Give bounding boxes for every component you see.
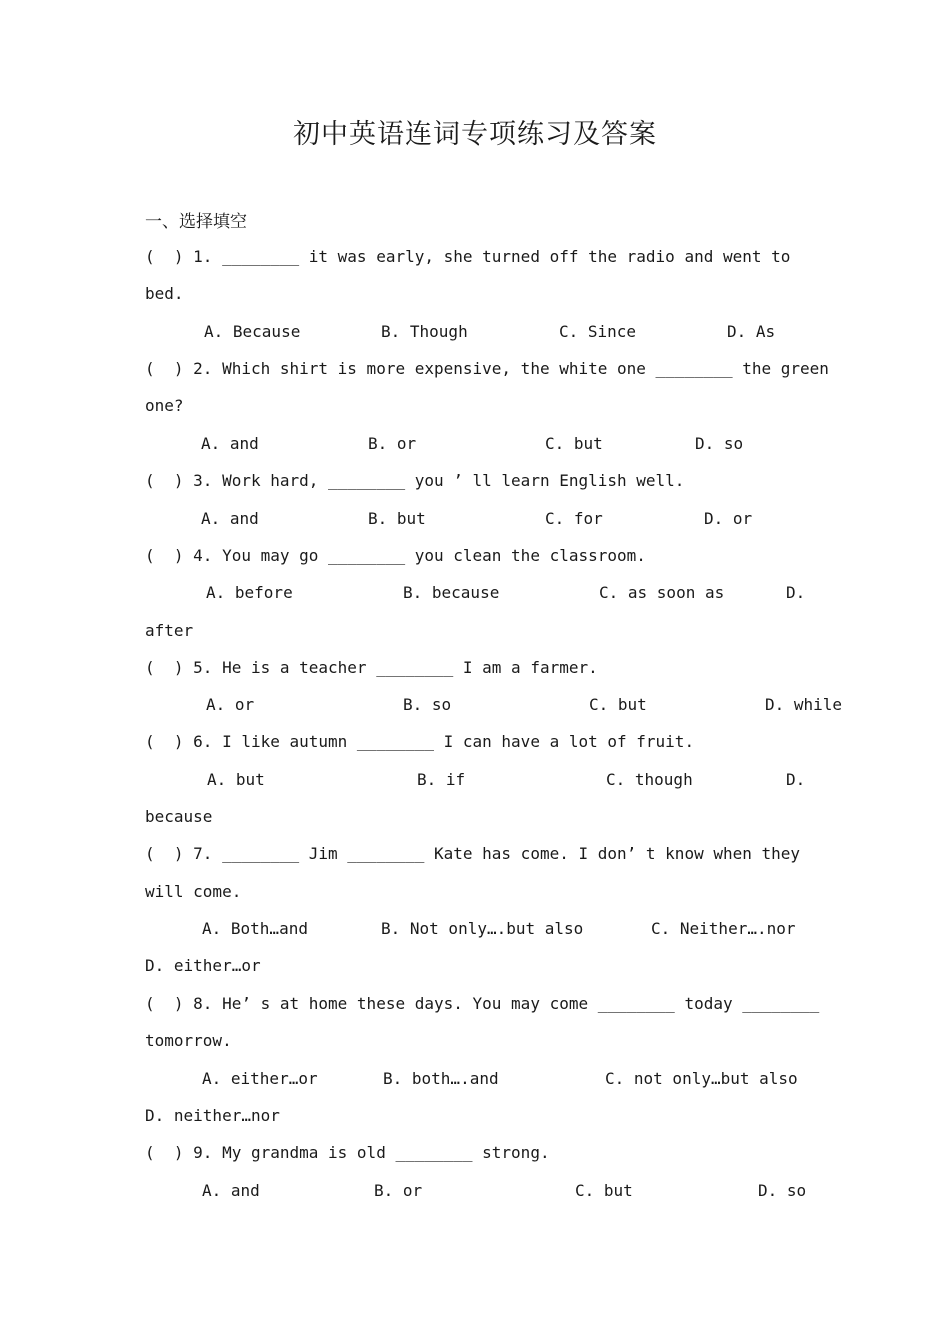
question-2-stem-continued: one?: [145, 396, 184, 415]
question-8-option-d: D. neither…nor: [145, 1106, 280, 1125]
question-9-stem: ( ) 9. My grandma is old ________ strong.: [145, 1143, 550, 1162]
question-6-option-b: B. if: [417, 770, 466, 789]
question-1-stem-continued: bed.: [145, 284, 184, 303]
question-1-option-b: B. Though: [381, 322, 468, 341]
question-1-option-c: C. Since: [559, 322, 637, 341]
question-8-stem-continued: tomorrow.: [145, 1031, 232, 1050]
question-4-option-c: C. as soon as: [599, 583, 725, 602]
question-5-stem: ( ) 5. He is a teacher ________ I am a farmer.: [145, 658, 598, 677]
question-6-option-c: C. though: [606, 770, 693, 789]
question-7-option-b: B. Not only….but also: [381, 919, 584, 938]
question-7-stem: ( ) 7. ________ Jim ________ Kate has come. I don’ t know when they: [145, 844, 801, 863]
question-4-option-a: A. before: [206, 583, 293, 602]
question-2-stem: ( ) 2. Which shirt is more expensive, the white one ________ the green: [145, 359, 829, 378]
question-5-option-c: C. but: [589, 695, 647, 714]
section-heading: 一、选择填空: [145, 212, 247, 232]
question-2-option-d: D. so: [695, 434, 744, 453]
question-2-option-b: B. or: [368, 434, 417, 453]
question-5-option-b: B. so: [403, 695, 452, 714]
question-5-option-a: A. or: [206, 695, 255, 714]
question-3-option-a: A. and: [201, 509, 259, 528]
question-8-option-a: A. either…or: [202, 1069, 318, 1088]
question-6-option-d-continued: because: [145, 807, 213, 826]
question-1-stem: ( ) 1. ________ it was early, she turned off the radio and went to: [145, 247, 791, 266]
question-3-option-c: C. for: [545, 509, 603, 528]
question-5-option-d: D. while: [765, 695, 843, 714]
question-3-option-b: B. but: [368, 509, 426, 528]
question-1-option-a: A. Because: [204, 322, 301, 341]
question-9-option-a: A. and: [202, 1181, 260, 1200]
question-7-option-a: A. Both…and: [202, 919, 308, 938]
question-8-stem: ( ) 8. He’ s at home these days. You may come ________ today ________: [145, 994, 820, 1013]
question-8-option-b: B. both….and: [383, 1069, 499, 1088]
question-7-option-d: D. either…or: [145, 956, 261, 975]
question-2-option-c: C. but: [545, 434, 603, 453]
question-9-option-d: D. so: [758, 1181, 807, 1200]
question-6-option-d: D.: [786, 770, 806, 789]
question-9-option-b: B. or: [374, 1181, 423, 1200]
question-4-option-b: B. because: [403, 583, 500, 602]
question-3-option-d: D. or: [704, 509, 753, 528]
question-3-stem: ( ) 3. Work hard, ________ you ’ ll learn English well.: [145, 471, 685, 490]
question-7-stem-continued: will come.: [145, 882, 242, 901]
question-2-option-a: A. and: [201, 434, 259, 453]
question-4-option-d-continued: after: [145, 621, 194, 640]
question-8-option-c: C. not only…but also: [605, 1069, 798, 1088]
question-4-option-d: D.: [786, 583, 806, 602]
question-9-option-c: C. but: [575, 1181, 633, 1200]
question-4-stem: ( ) 4. You may go ________ you clean the classroom.: [145, 546, 646, 565]
question-6-stem: ( ) 6. I like autumn ________ I can have a lot of fruit.: [145, 732, 695, 751]
question-6-option-a: A. but: [207, 770, 265, 789]
question-1-option-d: D. As: [727, 322, 776, 341]
page-title: 初中英语连词专项练习及答案: [293, 119, 657, 150]
question-7-option-c: C. Neither….nor: [651, 919, 796, 938]
